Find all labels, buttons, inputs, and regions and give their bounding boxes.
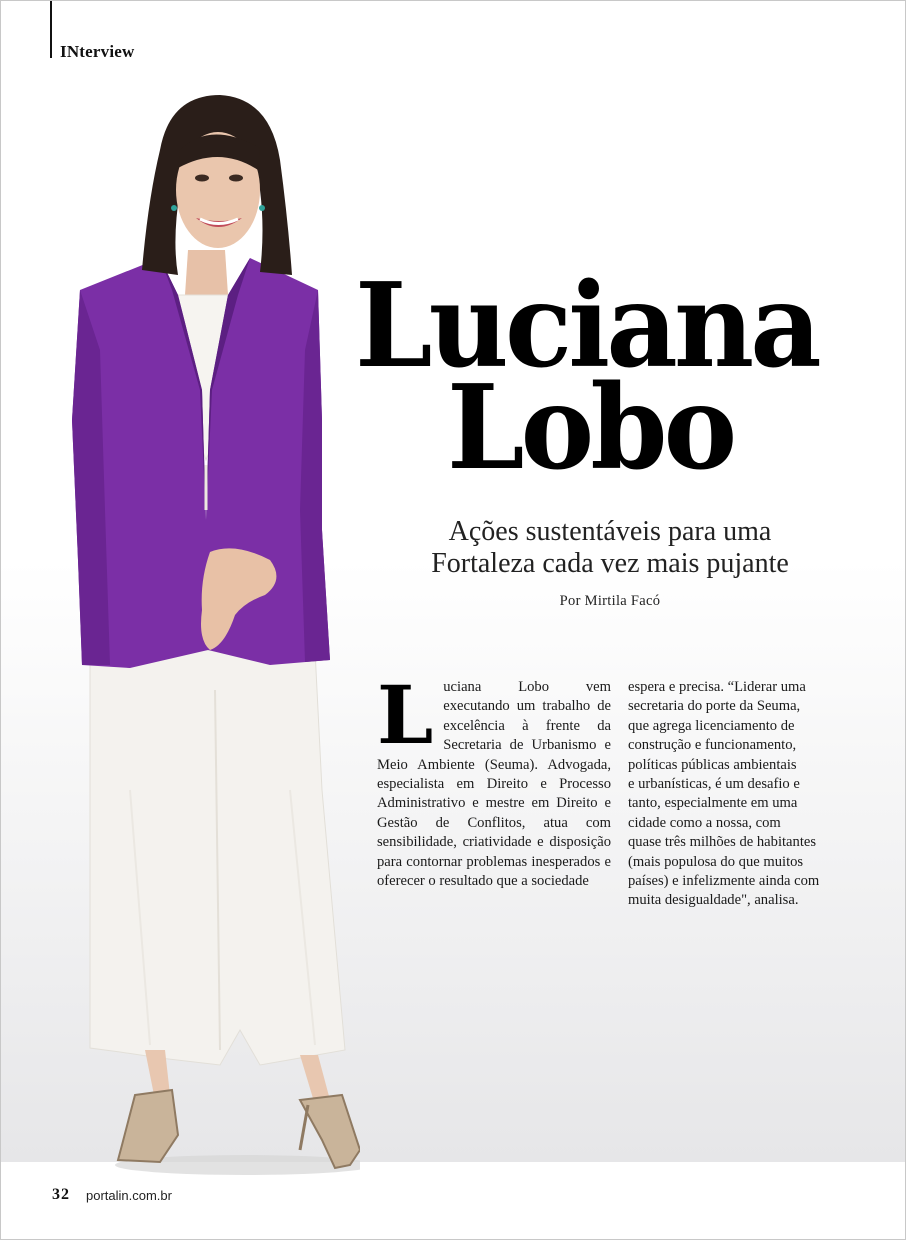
column-2-line: espera e precisa. “Liderar uma [628,679,806,695]
column-2-line: construção e funcionamento, [628,737,797,754]
body-column-1 [377,668,611,891]
title-last-name: Lobo [447,360,734,496]
column-2-line: políticas públicas ambientais [628,756,797,773]
title-first-name: Luciana [355,258,818,394]
subtitle-line: Ações sustentáveis para uma [448,516,772,547]
column-2-line: que agrega licenciamento de [628,717,795,734]
column-2-line: cidade como a nossa, com [628,814,781,831]
column-2-line: muita desigualdade", analisa. [628,892,799,909]
column-2-line: países) e infelizmente ainda com [628,873,820,890]
column-2-line: tanto, especialmente em uma [628,795,798,812]
section-label: INterview [60,42,135,61]
byline: Por Mirtila Facó [559,593,661,609]
column-2-line: (mais populosa do que muitos [628,853,804,870]
column-2-line: quase três milhões de habitantes [628,834,817,851]
section-rule [50,0,52,58]
subtitle-line: Fortaleza cada vez mais pujante [431,548,789,579]
article-subtitle [380,516,840,580]
column-2-line: secretaria do porte da Seuma, [628,698,801,715]
column-2-line: e urbanísticas, é um desafio e [628,776,800,793]
page-number: 32 [52,1186,70,1203]
column-1-text: uciana Lobo vem executando um trabalho de excelência à frente da Secretaria de Urbanismo e Meio Ambiente (Seuma). Advogada, especialista em Direito e Processo Administrativo e mestre em Direito e Gestão de Conflitos, atua com sensibilidade, criatividade e disposição para contornar problemas inesperados e oferecer o resultado que a sociedade [377,679,611,890]
drop-cap: L [377,668,434,762]
left-shoe [118,1090,178,1162]
body-column-2 [628,678,838,911]
article-title [355,258,875,496]
portrait-photo [60,90,360,1180]
footer-website: portalin.com.br [86,1188,172,1203]
